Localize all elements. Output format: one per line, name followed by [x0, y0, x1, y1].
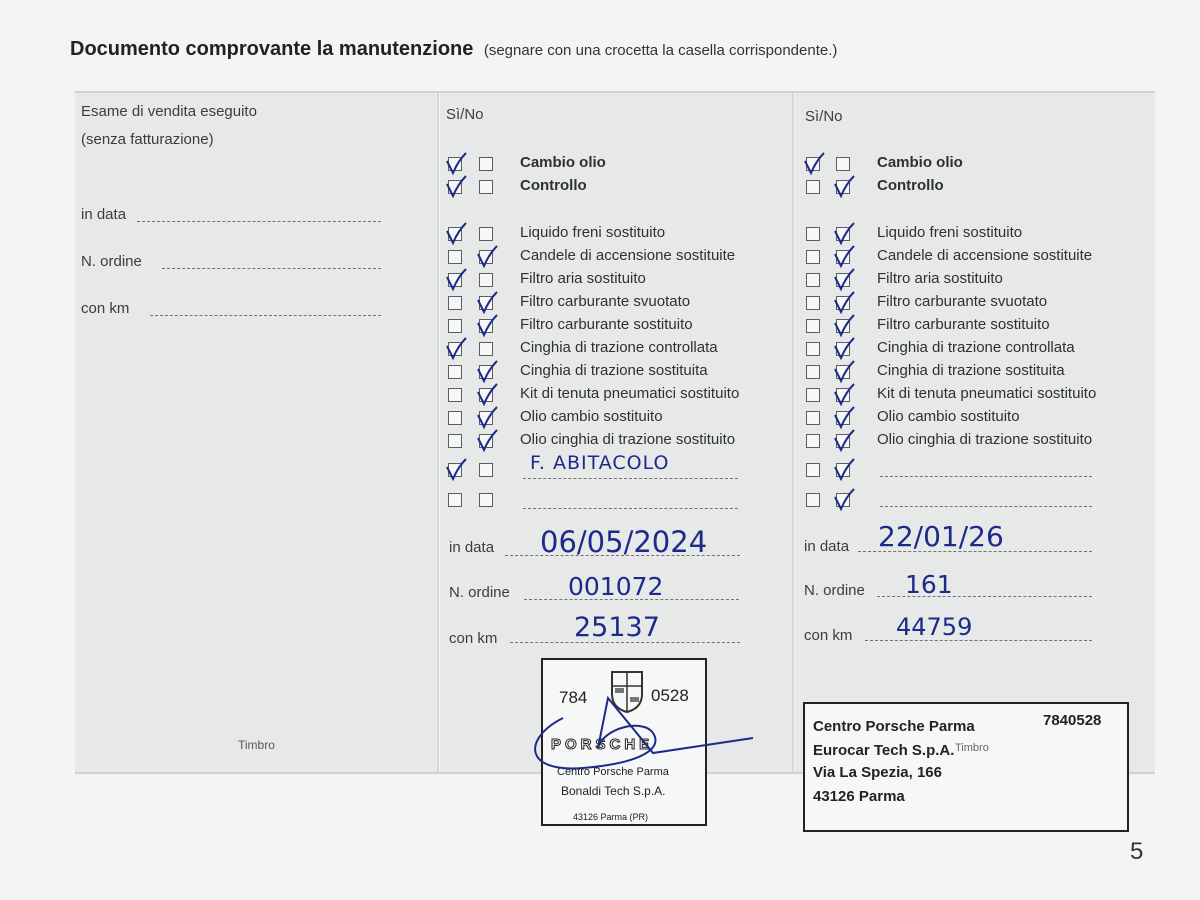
- col2-item-label: Candele di accensione sostituite: [877, 247, 1093, 264]
- col2-date-value: 22/01/26: [878, 520, 1004, 553]
- col2-order-label: N. ordine: [804, 582, 865, 599]
- col2-item-label: Cinghia di trazione sostituita: [877, 362, 1065, 379]
- col2-yes-checkbox[interactable]: [806, 250, 820, 264]
- col1-yes-checkbox[interactable]: [448, 388, 462, 402]
- col1-item-label: Cinghia di trazione sostituita: [520, 362, 708, 379]
- col1-no-checkbox[interactable]: [479, 296, 493, 310]
- col1-custom-line[interactable]: [523, 478, 738, 479]
- col1-no-checkbox[interactable]: [479, 319, 493, 333]
- porsche-dealer-stamp: [541, 658, 707, 826]
- col2-no-checkbox[interactable]: [836, 296, 850, 310]
- col2-yes-checkbox[interactable]: [806, 227, 820, 241]
- col2-item-label: Cambio olio: [877, 154, 963, 171]
- col2-yes-checkbox[interactable]: [806, 411, 820, 425]
- left-order-label: N. ordine: [81, 253, 142, 270]
- stamp-code-right: 0528: [651, 686, 689, 705]
- col2-yes-checkbox[interactable]: [806, 157, 820, 171]
- col2-yes-checkbox[interactable]: [806, 365, 820, 379]
- col1-no-checkbox[interactable]: [479, 273, 493, 287]
- col1-item-label: Filtro aria sostituito: [520, 270, 646, 287]
- col2-no-checkbox[interactable]: [836, 250, 850, 264]
- col2-no-checkbox[interactable]: [836, 365, 850, 379]
- col1-km-label: con km: [449, 630, 498, 647]
- col1-no-checkbox[interactable]: [479, 493, 493, 507]
- left-date-label: in data: [81, 206, 127, 223]
- col2-order-value: 161: [905, 570, 953, 599]
- col2-yes-checkbox[interactable]: [806, 342, 820, 356]
- left-stamp-label: Timbro: [238, 738, 275, 752]
- col1-no-checkbox[interactable]: [479, 342, 493, 356]
- col2-yes-checkbox[interactable]: [806, 493, 820, 507]
- col1-no-checkbox[interactable]: [479, 250, 493, 264]
- col1-blank-line[interactable]: [523, 508, 738, 509]
- stamp2-line2: Eurocar Tech S.p.A.: [813, 742, 955, 759]
- col2-item-label: Cinghia di trazione controllata: [877, 339, 1075, 356]
- col1-yes-checkbox[interactable]: [448, 296, 462, 310]
- top-rule: [75, 91, 1155, 93]
- col2-yes-checkbox[interactable]: [806, 273, 820, 287]
- col2-item-label: Filtro carburante svuotato: [877, 293, 1048, 310]
- col1-km-value: 25137: [574, 612, 660, 643]
- col1-yes-checkbox[interactable]: [448, 227, 462, 241]
- col1-yes-checkbox[interactable]: [448, 157, 462, 171]
- col1-item-label: Controllo: [520, 177, 587, 194]
- col2-no-checkbox[interactable]: [836, 319, 850, 333]
- stamp2-line4: 43126 Parma: [813, 788, 905, 805]
- col2-date-label: in data: [804, 538, 850, 555]
- column-divider: [437, 93, 439, 773]
- col2-no-checkbox[interactable]: [836, 493, 850, 507]
- stamp-line3: 43126 Parma (PR): [573, 812, 649, 822]
- col1-no-checkbox[interactable]: [479, 365, 493, 379]
- col1-custom-item: F. ABITACOLO: [530, 452, 670, 474]
- left-km-field[interactable]: [150, 315, 381, 316]
- stamp2-code: 7840528: [1043, 712, 1102, 729]
- col2-item-label: Kit di tenuta pneumatici sostituito: [877, 385, 1097, 402]
- col1-item-label: Cambio olio: [520, 154, 606, 171]
- col1-yes-checkbox[interactable]: [448, 365, 462, 379]
- col1-item-label: Olio cinghia di trazione sostituito: [520, 431, 736, 448]
- col1-item-label: Olio cambio sostituito: [520, 408, 663, 425]
- col2-item-label: Olio cinghia di trazione sostituito: [877, 431, 1093, 448]
- page-heading: [70, 38, 837, 61]
- left-title: Esame di vendita eseguito: [81, 103, 257, 120]
- col1-yes-checkbox[interactable]: [448, 319, 462, 333]
- col2-item-label: Controllo: [877, 177, 944, 194]
- col2-blank-line[interactable]: [880, 506, 1092, 507]
- col1-order-label: N. ordine: [449, 584, 510, 601]
- col2-item-label: Olio cambio sostituito: [877, 408, 1020, 425]
- page-title: Documento comprovante la manutenzione: [70, 38, 474, 60]
- col1-no-checkbox[interactable]: [479, 157, 493, 171]
- col1-yes-no-header: Sì/No: [446, 106, 484, 123]
- left-order-field[interactable]: [162, 268, 381, 269]
- col2-no-checkbox[interactable]: [836, 463, 850, 477]
- col2-yes-no-header: Sì/No: [805, 108, 843, 125]
- signature-scribble-icon: [503, 678, 763, 778]
- col2-km-value: 44759: [896, 613, 973, 641]
- left-km-label: con km: [81, 300, 130, 317]
- left-title-note: (senza fatturazione): [81, 131, 214, 148]
- col2-no-checkbox[interactable]: [836, 157, 850, 171]
- col2-item-label: Liquido freni sostituito: [877, 224, 1023, 241]
- col1-item-label: Candele di accensione sostituite: [520, 247, 736, 264]
- col2-km-label: con km: [804, 627, 853, 644]
- col1-yes-checkbox[interactable]: [448, 273, 462, 287]
- col1-item-label: Cinghia di trazione controllata: [520, 339, 718, 356]
- col1-order-value: 001072: [568, 572, 664, 601]
- stamp2-line1: Centro Porsche Parma: [813, 718, 975, 735]
- column-divider: [792, 93, 794, 773]
- col2-custom-line[interactable]: [880, 476, 1092, 477]
- left-panel: [75, 93, 437, 773]
- col2-no-checkbox[interactable]: [836, 273, 850, 287]
- col2-no-checkbox[interactable]: [836, 434, 850, 448]
- col2-yes-checkbox[interactable]: [806, 434, 820, 448]
- col2-no-checkbox[interactable]: [836, 180, 850, 194]
- col1-yes-checkbox[interactable]: [448, 434, 462, 448]
- col1-item-label: Kit di tenuta pneumatici sostituito: [520, 385, 740, 402]
- col2-no-checkbox[interactable]: [836, 411, 850, 425]
- col1-yes-checkbox[interactable]: [448, 411, 462, 425]
- page-number: 5: [1130, 838, 1144, 865]
- col2-yes-checkbox[interactable]: [806, 463, 820, 477]
- col2-yes-checkbox[interactable]: [806, 319, 820, 333]
- col2-item-label: Filtro aria sostituito: [877, 270, 1003, 287]
- col2-yes-checkbox[interactable]: [806, 180, 820, 194]
- col1-no-checkbox[interactable]: [479, 227, 493, 241]
- col2-yes-checkbox[interactable]: [806, 388, 820, 402]
- col1-yes-checkbox[interactable]: [448, 342, 462, 356]
- col1-date-label: in data: [449, 539, 495, 556]
- col1-no-checkbox[interactable]: [479, 463, 493, 477]
- eurocar-dealer-stamp: [803, 702, 1129, 832]
- stamp-line2: Bonaldi Tech S.p.A.: [561, 784, 666, 798]
- col1-no-checkbox[interactable]: [479, 434, 493, 448]
- col1-yes-checkbox[interactable]: [448, 463, 462, 477]
- stamp-line1: Centro Porsche Parma: [557, 766, 669, 778]
- stamp2-overprint: Timbro: [955, 742, 989, 754]
- col2-item-label: Filtro carburante sostituito: [877, 316, 1050, 333]
- stamp-brand: PORSCHE: [551, 736, 654, 753]
- col2-yes-checkbox[interactable]: [806, 296, 820, 310]
- stamp2-line3: Via La Spezia, 166: [813, 764, 942, 781]
- col1-item-label: Filtro carburante sostituito: [520, 316, 693, 333]
- col2-no-checkbox[interactable]: [836, 388, 850, 402]
- col2-no-checkbox[interactable]: [836, 342, 850, 356]
- col1-date-value: 06/05/2024: [540, 525, 708, 559]
- col1-no-checkbox[interactable]: [479, 388, 493, 402]
- col1-yes-checkbox[interactable]: [448, 493, 462, 507]
- stamp-code-left: 784: [559, 688, 588, 707]
- col1-item-label: Liquido freni sostituito: [520, 224, 666, 241]
- col1-item-label: Filtro carburante svuotato: [520, 293, 691, 310]
- col1-no-checkbox[interactable]: [479, 180, 493, 194]
- col1-yes-checkbox[interactable]: [448, 180, 462, 194]
- page-subtitle: (segnare con una crocetta la casella corrispondente.): [483, 42, 838, 59]
- col2-no-checkbox[interactable]: [836, 227, 850, 241]
- col1-yes-checkbox[interactable]: [448, 250, 462, 264]
- col1-no-checkbox[interactable]: [479, 411, 493, 425]
- left-date-field[interactable]: [137, 221, 381, 222]
